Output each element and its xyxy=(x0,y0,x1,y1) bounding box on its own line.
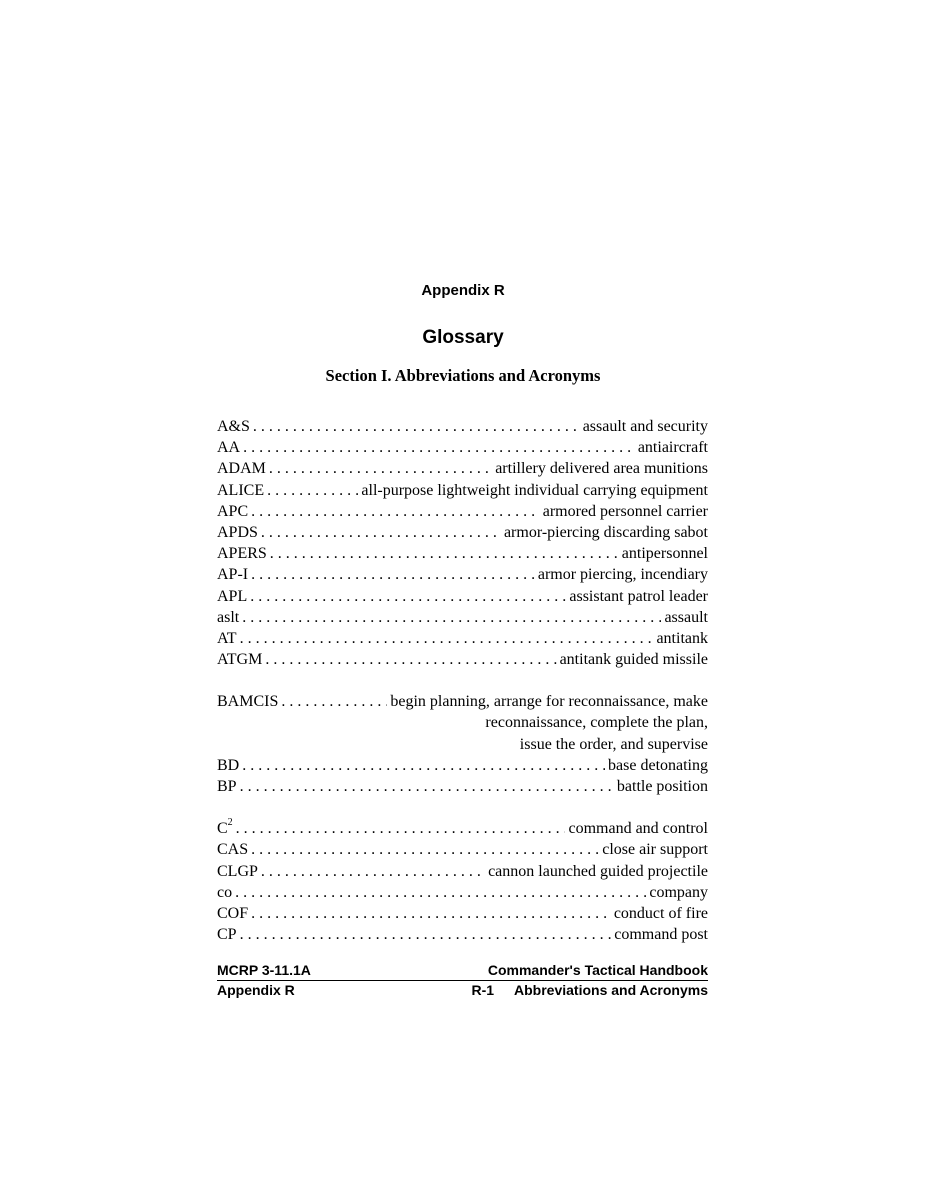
appendix-heading: Appendix R xyxy=(421,282,505,299)
entry-abbreviation: APERS xyxy=(217,545,267,563)
dot-leader xyxy=(243,437,635,458)
entry-definition: command and control xyxy=(568,820,708,838)
glossary-entry xyxy=(217,543,708,564)
entry-definition: battle position xyxy=(616,778,708,795)
footer-doc-title: Commander's Tactical Handbook xyxy=(487,962,708,978)
entry-definition: begin planning, arrange for reconnaissance, make xyxy=(390,693,708,711)
glossary-entry xyxy=(217,458,708,479)
entry-abbreviation: BP xyxy=(217,778,237,795)
entry-abbreviation: APDS xyxy=(217,523,258,541)
glossary-entry xyxy=(217,501,708,522)
entry-abbreviation: A&S xyxy=(217,418,250,435)
entry-abbreviation: APL xyxy=(217,587,248,605)
dot-leader xyxy=(253,416,580,437)
entry-definition: all-purpose lightweight individual carrying equipment xyxy=(361,481,708,499)
glossary-entry xyxy=(217,437,708,458)
glossary-entry xyxy=(217,564,708,585)
dot-leader xyxy=(251,903,611,924)
glossary-entry xyxy=(217,861,708,882)
glossary-entry xyxy=(217,586,708,607)
glossary-entry xyxy=(217,882,708,903)
entry-definition: cannon launched guided projectile xyxy=(488,862,708,880)
entry-superscript: 2 xyxy=(227,816,233,828)
entry-definition: armor piercing, incendiary xyxy=(537,566,708,584)
dot-leader xyxy=(240,776,614,797)
dot-leader xyxy=(251,501,540,522)
entry-definition: antipersonnel xyxy=(621,545,708,563)
footer-page-number: R-1 xyxy=(471,982,495,998)
dot-leader xyxy=(250,586,566,607)
glossary-title: Glossary xyxy=(422,327,504,348)
dot-leader xyxy=(236,818,566,839)
dot-leader xyxy=(265,649,556,670)
entry-definition: conduct of fire xyxy=(613,904,708,922)
entry-abbreviation: BD xyxy=(217,756,240,774)
entry-abbreviation: APC xyxy=(217,502,249,520)
group-spacer xyxy=(217,797,708,818)
entry-definition: antitank guided missile xyxy=(559,651,708,669)
entry-abbreviation: ADAM xyxy=(217,460,266,478)
entry-abbreviation: BAMCIS xyxy=(217,693,279,711)
entry-abbreviation: ALICE xyxy=(217,481,265,499)
footer-rule xyxy=(217,980,708,981)
glossary-entry xyxy=(217,924,708,945)
entry-abbreviation: CLGP xyxy=(217,862,258,880)
entry-definition: artillery delivered area munitions xyxy=(495,460,708,478)
entry-definition: antiaircraft xyxy=(637,439,708,457)
dot-leader xyxy=(240,628,654,649)
dot-leader xyxy=(251,839,599,860)
glossary-entry xyxy=(217,903,708,924)
glossary-entry xyxy=(217,628,708,649)
glossary-entry xyxy=(217,649,708,670)
dot-leader xyxy=(270,543,619,564)
footer-doc-id: MCRP 3-11.1A xyxy=(217,962,311,978)
dot-leader xyxy=(242,755,605,776)
entry-definition: armored personnel carrier xyxy=(542,502,708,520)
glossary-entry xyxy=(217,522,708,543)
glossary-entry xyxy=(217,776,708,797)
dot-leader xyxy=(261,861,485,882)
entry-definition: close air support xyxy=(602,841,708,859)
entry-abbreviation: ATGM xyxy=(217,651,263,669)
glossary-entry xyxy=(217,416,708,437)
entry-definition: assault xyxy=(664,608,708,626)
dot-leader xyxy=(269,458,492,479)
entry-definition: assault and security xyxy=(582,418,708,435)
dot-leader xyxy=(251,564,535,585)
dot-leader xyxy=(240,924,612,945)
glossary-entry xyxy=(217,691,708,712)
entry-abbreviation: AT xyxy=(217,629,237,647)
entry-definition: armor-piercing discarding sabot xyxy=(503,523,708,541)
dot-leader xyxy=(235,882,646,903)
footer-section: Abbreviations and Acronyms xyxy=(514,982,708,998)
glossary-entry xyxy=(217,818,708,839)
entry-definition: company xyxy=(649,883,708,901)
entry-definition: antitank xyxy=(656,629,708,647)
entry-definition-continuation: issue the order, and supervise xyxy=(519,735,708,753)
entry-definition: base detonating xyxy=(608,756,708,774)
section-title: Section I. Abbreviations and Acronyms xyxy=(325,366,601,385)
glossary-entry xyxy=(217,480,708,501)
group-spacer xyxy=(217,670,708,691)
glossary-entry xyxy=(217,839,708,860)
entry-abbreviation: CP xyxy=(217,926,237,944)
dot-leader xyxy=(267,480,358,501)
page-footer xyxy=(217,962,708,999)
glossary-entry xyxy=(217,755,708,776)
glossary-entry xyxy=(217,607,708,628)
entry-definition: command post xyxy=(614,926,708,944)
entry-abbreviation: COF xyxy=(217,904,249,922)
dot-leader xyxy=(281,691,387,712)
glossary-list xyxy=(217,416,708,945)
entry-abbreviation: co xyxy=(217,883,233,901)
dot-leader xyxy=(242,607,661,628)
entry-abbreviation: AP-I xyxy=(217,566,249,584)
entry-definition: assistant patrol leader xyxy=(569,587,708,605)
entry-definition-continuation: reconnaissance, complete the plan, xyxy=(485,714,708,732)
footer-appendix: Appendix R xyxy=(217,982,295,998)
entry-abbreviation: $C^2$ xyxy=(217,816,233,838)
entry-abbreviation: aslt xyxy=(217,608,240,626)
entry-abbreviation: AA xyxy=(217,439,241,457)
entry-abbreviation: CAS xyxy=(217,841,249,859)
dot-leader xyxy=(261,522,501,543)
